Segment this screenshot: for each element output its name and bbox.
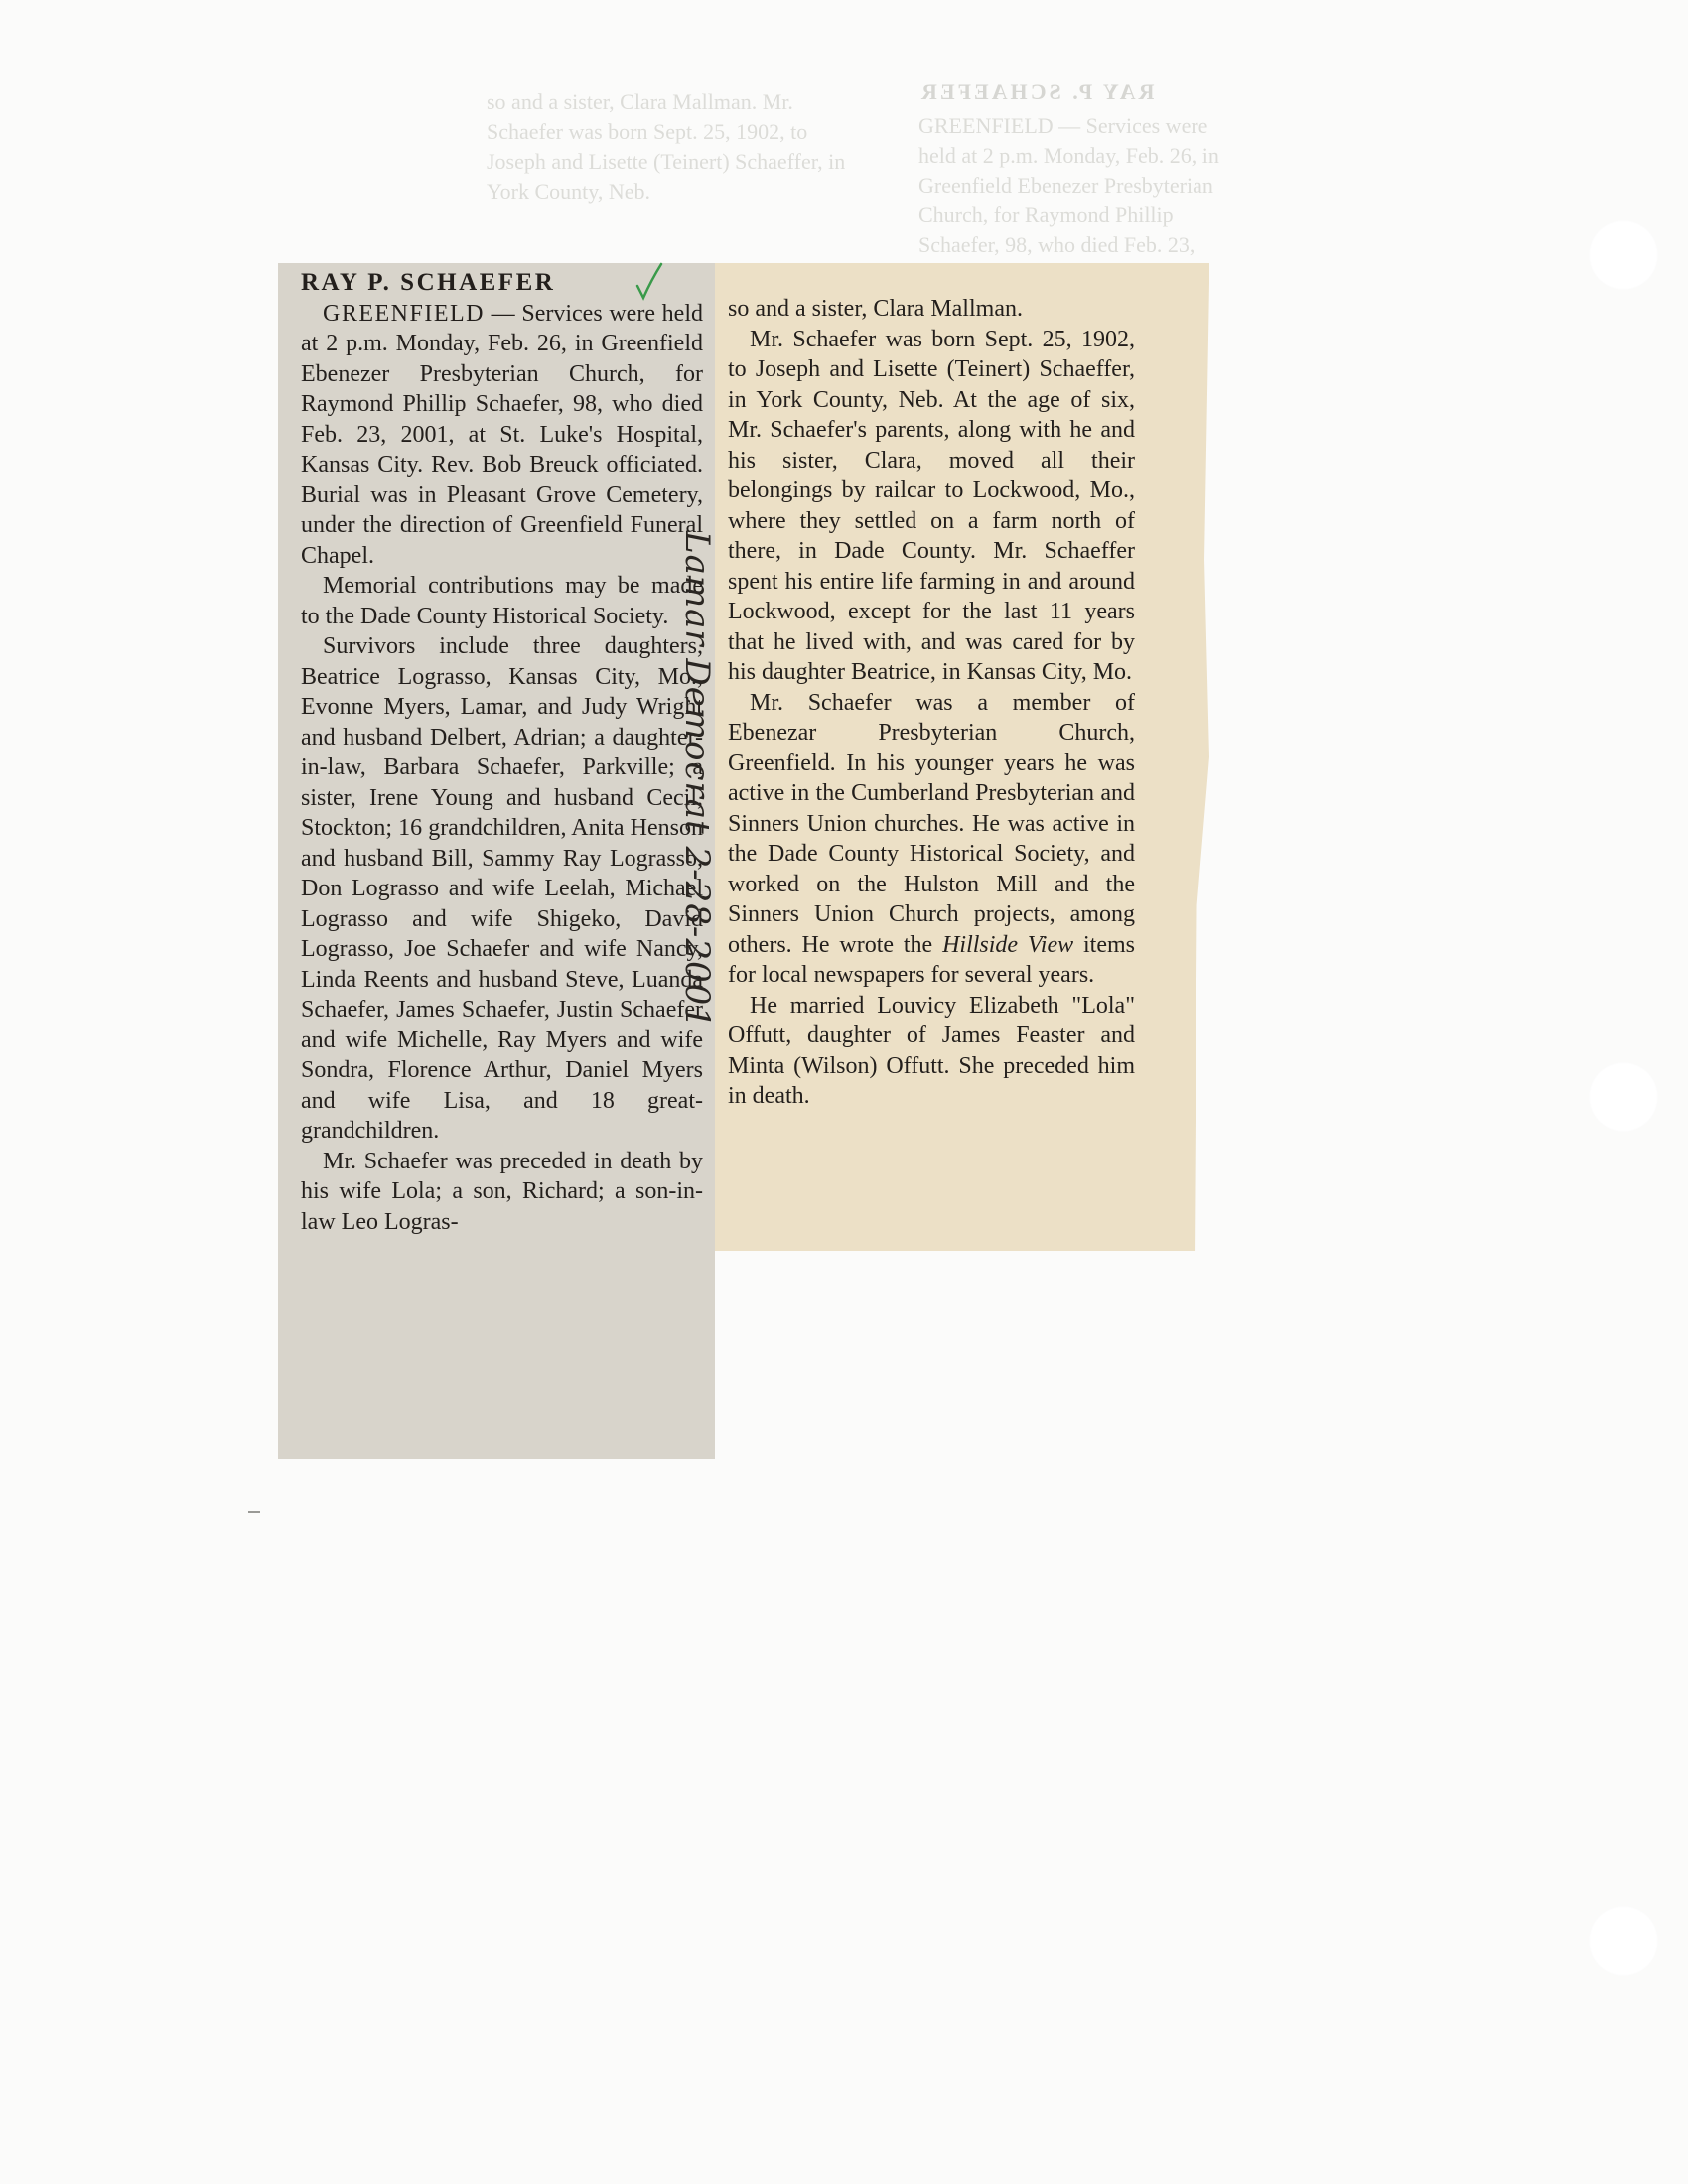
- obituary-column-2: [728, 294, 1135, 1112]
- column-title-italic: Hillside View: [942, 931, 1074, 958]
- paragraph-text: — Services were held at 2 p.m. Monday, Feb. 26, in Greenfield Ebenezer Presbyterian Church, for Raymond Phillip Schaefer, 98, who died Feb. 23, 2001, at St. Luke's Hospital, Kansas City. Rev. Bob Breuck officiated. Burial was in Pleasant Grove Cemetery, under the direction of Greenfield Funeral Chapel.: [301, 300, 703, 569]
- scan-mark: [248, 1511, 260, 1513]
- paragraph-text: Mr. Schaefer was a member of Ebenezar Presbyterian Church, Greenfield. In his younger years he was active in the Cumberland Presbyterian and Sinners Union churches. He was active in the Dade County Historical Society, and worked on the Hulston Mill and the Sinners Union Church projects, among others. He wrote the: [728, 689, 1135, 958]
- punch-hole: [1589, 1906, 1658, 1976]
- punch-hole: [1589, 220, 1658, 290]
- handwritten-source-note: Lamar Democrat 2-28-2001: [677, 531, 717, 1028]
- bleed-through-text-top: so and a sister, Clara Mallman. Mr. Schaefer was born Sept. 25, 1902, to Joseph and Lisette (Teinert) Schaeffer, in York County, Neb.: [487, 89, 846, 204]
- obituary-paragraph: Memorial contributions may be made to the Dade County Historical Society.: [301, 573, 703, 629]
- obituary-headline: RAY P. SCHAEFER: [301, 269, 556, 296]
- obituary-paragraph: Mr. Schaefer was born Sept. 25, 1902, to Joseph and Lisette (Teinert) Schaeffer, in York County, Neb. At the age of six, Mr. Schaefer's parents, along with he and his sister, Clara, moved all their belongings by railcar to Lockwood, Mo., where they settled on a farm north of there, in Dade County. Mr. Schaeffer spent his entire life farming in and around Lockwood, except for the last 11 years that he lived with, and was cared for by his daughter Beatrice, in Kansas City, Mo.: [728, 326, 1135, 685]
- paragraph-text: items for local newspapers for several years.: [728, 931, 1136, 988]
- obituary-paragraph: Mr. Schaefer was preceded in death by his wife Lola; a son, Richard; a son-in-law Leo Logras-: [301, 1148, 703, 1235]
- dateline: GREENFIELD: [323, 300, 485, 327]
- bleed-through-text: RAY P. SCHAEFER GREENFIELD — Services were held at 2 p.m. Monday, Feb. 26, in Greenfield Ebenezer Presbyterian Church, for Raymond Phillip Schaefer, 98, who died Feb. 23,: [918, 79, 1219, 257]
- punch-hole: [1589, 1062, 1658, 1132]
- check-mark-icon: [632, 260, 665, 304]
- obituary-paragraph: [301, 299, 703, 572]
- obituary-paragraph: so and a sister, Clara Mallman.: [728, 296, 1023, 322]
- obituary-paragraph: [728, 688, 1135, 991]
- obituary-paragraph: He married Louvicy Elizabeth "Lola" Offutt, daughter of James Feaster and Minta (Wilson) Offutt. She preceded him in death.: [728, 992, 1135, 1109]
- obituary-paragraph: Survivors include three daughters, Beatrice Lograsso, Kansas City, Mo., Evonne Myers, Lamar, and Judy Wright and husband Delbert, Adrian; a daughter-in-law, Barbara Schaefer, Parkville; a sister, Irene Young and husband Cecil, Stockton; 16 grandchildren, Anita Henson and husband Bill, Sammy Ray Lograsso, Don Lograsso and wife Leelah, Michael Lograsso and wife Shigeko, David Lograsso, Joe Schaefer and wife Nancy, Linda Reents and husband Steve, Luanda Schaefer, James Schaefer, Justin Schaefer and wife Michelle, Ray Myers and wife Sondra, Florence Arthur, Daniel Myers and wife Lisa, and 18 great-grandchildren.: [301, 633, 703, 1144]
- obituary-column-1: [301, 268, 703, 1237]
